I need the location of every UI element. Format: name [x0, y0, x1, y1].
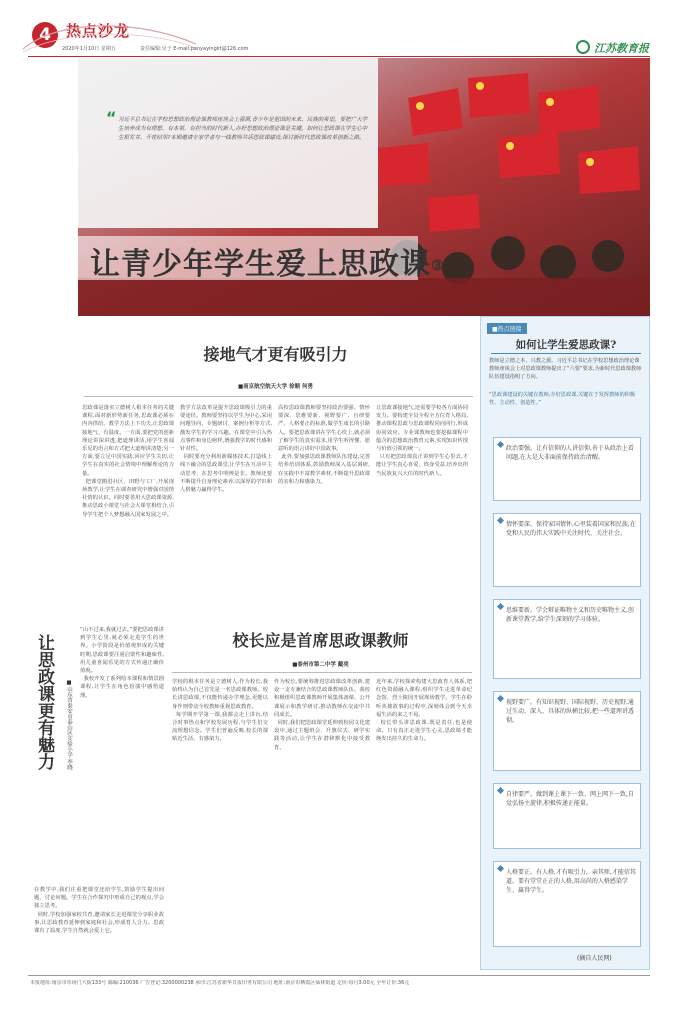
sidebar-tag: ■热点链接 — [487, 323, 527, 334]
masthead: 江苏教育报 — [594, 42, 649, 55]
sidebar-title-rule — [491, 353, 641, 354]
sidebar-credit: (摘自人民网) — [577, 955, 612, 962]
footer-text: 本报地址:南京市草场门大街133号 邮编:210036 广告登记:3200000238 承印:江苏省新华日报印务有限公司 地址:南京市栖霞区仙林街道 定价:每月3.00元 全年订价:36元 — [30, 980, 410, 986]
hero-intro: 习近平总书记在学校思想政治理论课教师座谈会上强调,青少年是祖国的未来、民族的希望。要把广大学生培养成为有理想、有本领、有担当的时代新人,办好思想政治理论课是关键。如何让思政课在学生心中生根发芽、开花结果?本期邀请专家学者与一线教师共话思政课建设,探讨新时代思政课改革创新之路。 — [118, 117, 368, 141]
article-1-column-1: 思政课是落实立德树人根本任务的关键课程,面对新形势新任务,思政课必须在内容供给、教学方法上下功夫,让思政课接地气、有温度。一方面,要把党的创新理论讲深讲透,把道理讲活,用学生喜闻乐见的语言和方式把大道理讲清楚;另一方面,要立足中国实践,回应学生关切,让学生在真实的社会情境中理解理论的力量。 把课堂搬进社区、田野与工厂,开展现场教学,让学生在调查研究中增强对国情社情的认识。同时要善用大思政课资源,推动思政小课堂与社会大课堂相结合,引导学生把个人梦想融入国家发展之中。 — [82, 405, 174, 518]
sidebar-point-text: 思维要新。学会辩证唯物主义和历史唯物主义,创新课堂教学,给学生深刻的学习体验。 — [506, 607, 634, 623]
article-2-column-1: 学校的根本任务是立德树人,作为校长,我始终认为自己首先是一名思政课教师。校长讲思政课,不仅能传递办学理念,更能以身作则带动全校教师重视思政教育。 每学期开学第一课,我都会走上讲台,结合时事热点和学校发展历程,与学生们交流理想信念。学生们普遍反映,校长的课贴近生活、有感染力。 — [172, 679, 268, 743]
sidebar-point-2 — [493, 513, 641, 587]
sidebar-intro: 教师是立德之本、兴教之源。习近平总书记在学校思想政治理论课教师座谈会上对思政课教师提出了“六要”要求,为新时代思政课教师队伍建设指明了方向。 — [489, 358, 642, 380]
article-3-column-2: 在教学中,我们注重把课堂还给学生,鼓励学生提出问题、讨论问题。学生在合作探究中形成自己的观点,学会独立思考。 同时,学校加强家校共育,邀请家长走进课堂分享职业故事,让思政教育延伸到家庭和社会,形成育人合力。思政课有了温度,学生自然就会爱上它。 — [34, 887, 164, 935]
article-1-rule — [84, 396, 473, 397]
article-1-byline: ■南京航空航天大学 徐顺 何勇 — [237, 384, 314, 390]
article-3-column-1: “山不过来,我就过去。”要把思政课讲到学生心里,就必须走进学生的世界。小学阶段是价值观形成的关键时期,思政课要注重启蒙性和趣味性,用儿童喜闻乐见的方式传递正确价值观。 我校开发了系列绘本课程和情景剧课程,让学生在角色扮演中感悟道理。 — [80, 627, 164, 699]
sidebar-title: 如何让学生爱思政课? — [515, 339, 617, 351]
sidebar-quote: “思政课建设的关键在教师,办好思政课,关键在于发挥教师的积极性、主动性、创造性。” — [489, 392, 636, 406]
page-number-badge: 4 — [32, 22, 58, 48]
sidebar-point-1 — [493, 437, 641, 501]
bullet-icon — [497, 441, 504, 448]
article-3-title: 让思政课更有魅力 — [34, 634, 54, 770]
bullet-icon — [497, 787, 504, 794]
sidebar-point-6 — [493, 861, 641, 947]
article-2-byline: ■泰州市第二中学 戴亮 — [292, 662, 349, 668]
article-1 — [78, 318, 473, 620]
sidebar-point-text: 自律要严。做到课上课下一致、网上网下一致,自觉弘扬主旋律,积极传递正能量。 — [506, 791, 634, 807]
bullet-icon — [497, 695, 504, 702]
sidebar-box — [480, 316, 650, 970]
article-1-column-3: 高校思政课教师要坚持政治要强、情怀要深、思维要新、视野要广、自律要严、人格要正的标准,做学生成长的引路人。要把思政课讲在学生心坎上,就必须了解学生的真实需求,用学生听得懂、愿意听的语言讲好中国故事。 此外,要加强思政课教师队伍建设,完善培养培训体系,鼓励教师深入基层调研,在实践中丰富教学素材,不断提升思政课的亲和力和感染力。 — [278, 405, 370, 485]
sidebar-point-5 — [493, 783, 641, 849]
header-rule — [28, 56, 650, 57]
article-2-column-2: 作为校长,要统筹推进思政课改革创新,建设一支专兼结合的思政课教师队伍。我校积极组织思政课教师开展集体备课、公开课展示和教学研讨,推动教师在交流中共同成长。 同时,我们把思政课堂延伸到校园文化建设中,通过主题班会、升旗仪式、研学实践等活动,让学生在潜移默化中接受教育。 — [274, 679, 370, 751]
bullet-icon — [497, 865, 504, 872]
footer-rule — [28, 975, 650, 976]
hero-title — [90, 239, 445, 283]
article-2-rule — [172, 672, 472, 673]
sidebar-point-text: 情怀要深。保持家国情怀,心里装着国家和民族,在党和人民的伟大实践中关注时代、关注社会。 — [506, 521, 636, 537]
hero-title-text: 让青少年学生爱上思政课 — [90, 247, 431, 282]
article-1-column-4: 让思政课接地气,还需要学校各方面协同发力。要构建全员全程全方位育人格局,推动课程思政与思政课程同向同行,形成协同效应。专业课教师也要挖掘课程中蕴含的思想政治教育元素,实现知识传授与价值引领的统一。 只有把思政课真正讲到学生心里去,才能让学生真心喜爱、终身受益,培养出担当民族复兴大任的时代新人。 — [376, 405, 468, 477]
sidebar-point-3 — [493, 599, 641, 679]
article-2-column-3: 近年来,学校探索构建大思政育人体系,把红色资源融入课程,组织学生走进革命纪念馆、烈士陵园开展现场教学。学生在聆听英雄故事的过程中,深刻体会到今天幸福生活的来之不易。 校长带头讲思政课,既是责任,也是使命。只有真正走进学生心灵,思政课才能焕发出持久的生命力。 — [376, 679, 472, 743]
article-1-title: 接地气才更有吸引力 — [203, 345, 348, 364]
sidebar-point-text: 政治要强。让有信仰的人讲信仰,善于从政治上看问题,在大是大非面前保持政治清醒。 — [506, 445, 634, 461]
sidebar-point-text: 人格要正。有人格,才有吸引力。亲其师,才能信其道。要有堂堂正正的人格,用高尚的人格感染学生、赢得学生。 — [506, 869, 636, 894]
date-line: 2020年1月10日 星期五 — [62, 46, 116, 52]
editor-line: 责任编辑:吴子 E-mail:panyayingkt@126.com — [140, 46, 249, 52]
article-2 — [168, 620, 473, 970]
sidebar-point-text: 视野要广。有知识视野、国际视野、历史视野,通过生动、深入、具体的纵横比较,把一些道理讲透彻。 — [506, 699, 634, 724]
page-header — [0, 0, 679, 58]
section-title: 热点沙龙 — [66, 22, 131, 40]
hero-series-number: ③ — [431, 258, 445, 274]
bullet-icon — [497, 517, 504, 524]
bullet-icon — [497, 603, 504, 610]
article-2-title: 校长应是首席思政课教师 — [232, 631, 409, 650]
article-3-byline: ■山东省泰安市泰山区实验小学 李晓 — [66, 680, 72, 771]
article-3 — [30, 620, 165, 970]
hero-banner — [78, 58, 650, 316]
article-1-column-2: 教学方法改革是提升思政课吸引力的重要途径。教师要坚持以学生为中心,采用问题导向、专题研讨、案例分析等方式,激发学生的学习兴趣。在课堂中引入热点事件和身边榜样,增强教学的时代感和针对性。 同时要充分利用新媒体技术,打造线上线下融合的思政课堂,让学生在互动中主动思考、在思考中明辨是非。教师还要不断提升自身理论素养,以深厚的学识和人格魅力赢得学生。 — [180, 405, 272, 494]
sidebar-point-4 — [493, 691, 641, 771]
masthead-logo-icon — [576, 40, 590, 54]
hero-quote-mark-icon: “ — [106, 108, 117, 127]
